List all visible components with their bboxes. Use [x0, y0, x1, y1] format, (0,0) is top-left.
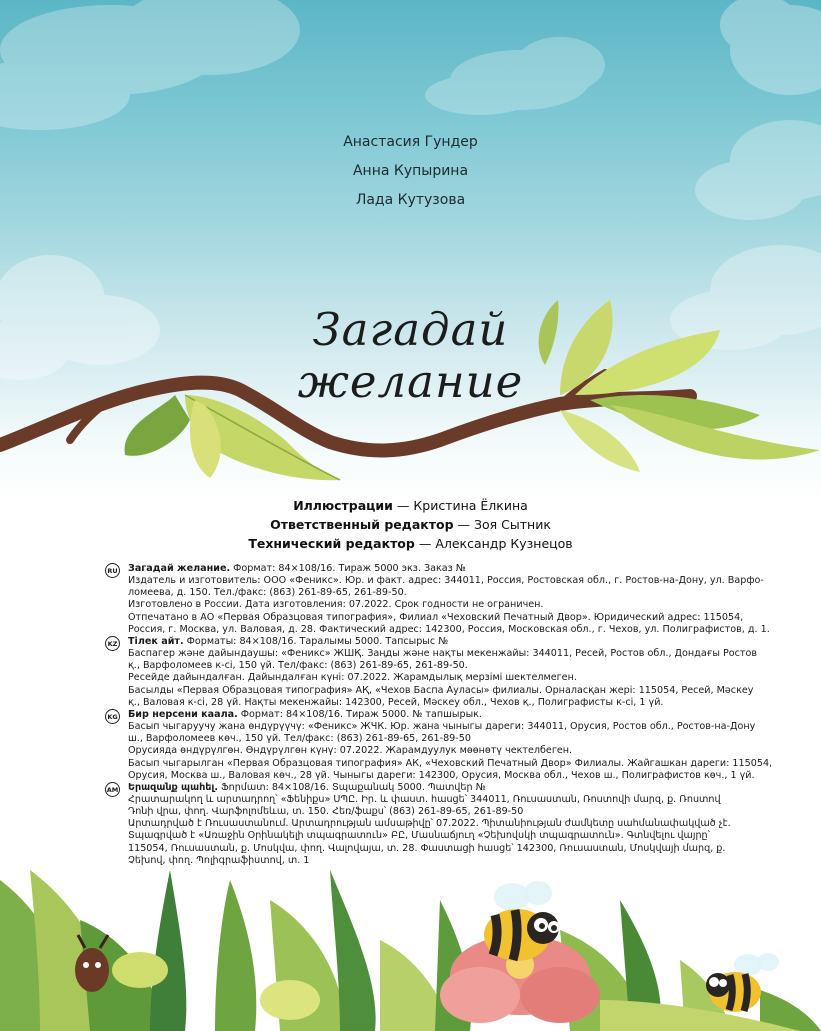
- book-title-line: Загадай: [312, 303, 509, 356]
- imprint-line: Издатель и изготовитель: ООО «Феникс». Юр. и факт. адрес: 344011, Россия, Ростовская обл., г. Ростов-на-Дону, ул. Варфо-: [128, 575, 764, 587]
- credit-name: Зоя Сытник: [474, 517, 551, 532]
- imprint-block-am: [105, 782, 755, 867]
- book-title-line: желание: [297, 355, 524, 408]
- imprint-line: Орусия, Москва ш., Валовая көч., 28 үй. Чыныгы дареги: 142300, Орусия, Москва обл., Чехов ш., Полиграфистов көч., 1 үй.: [128, 769, 755, 781]
- cloud: [425, 37, 605, 115]
- imprint-line: Басылды «Первая Образцовая типография» АҚ, «Чехов Баспа Ауласы» филиалы. Орналасқан жері: 115054, Ресей, Мәскеу: [128, 684, 754, 696]
- cloud: [720, 0, 821, 95]
- imprint-line: қ., Валовая к-сі, 28 үй. Нақты мекенжайы: 142300, Ресей, Мәскеу обл., Чехов қ., Полиграфисты к-сі, 1 үй.: [128, 696, 664, 708]
- imprint-line: ш., Варфоломеев көч., 150 үй. Тел/факс: (863) 261-89-65, 261-89-50: [128, 733, 471, 745]
- credit-role: Технический редактор: [248, 536, 415, 551]
- imprint-line: қ., Варфоломеев к-сі, 150 үй. Тел/факс: (863) 261-89-65, 261-89-50.: [128, 660, 468, 672]
- credit-role: Ответственный редактор: [270, 517, 454, 532]
- imprint-heading: Երազանք պահել.: [128, 781, 219, 793]
- credit-line: Технический редактор — Александр Кузнецов: [248, 536, 573, 551]
- credit-name: Кристина Ёлкина: [413, 498, 528, 513]
- credit-name: Александр Кузнецов: [435, 536, 573, 551]
- cloud: [0, 0, 300, 130]
- credits: [0, 496, 821, 553]
- imprint-line: ломеева, д. 150. Тел./факс: (863) 261-89-65, 261-89-50.: [128, 587, 407, 599]
- grass: [0, 870, 821, 1031]
- imprint-line: Орусияда өндүрүлгөн. Өндүрүлгөн күнү: 07.2022. Жарамдуулук мөөнөтү чектелбеген.: [128, 745, 573, 757]
- imprint-line: 115054, Ռուսաստան, ք. Մոսկվա, փող. Վալովայա, տ. 28. Փաստացի հասցե՝ 142300, Ռուսաստան, Մոսկվայի մարզ, ք.: [128, 842, 726, 854]
- language-badge: KZ: [105, 636, 120, 651]
- credit-line: Иллюстрации — Кристина Ёлкина: [293, 498, 528, 513]
- imprint-line: Бир нерсени каала. Формат: 84×108/16. Тираж 5000. № тапшырык.: [128, 708, 482, 720]
- imprint-line: Отпечатано в АО «Первая Образцовая типография», Филиал «Чеховский Печатный Двор». Юридический адрес: 115054,: [128, 611, 744, 623]
- imprint-line: Загадай желание. Формат: 84×108/16. Тираж 5000 экз. Заказ №: [128, 563, 466, 574]
- language-badge: RU: [105, 563, 120, 578]
- imprint-block-kg: [105, 708, 773, 782]
- imprint-line: Ресейде дайындалған. Дайындалған күні: 07.2022. Жарамдылық мерзімі шектелмеген.: [128, 672, 577, 684]
- imprint-line: Հրատարակող և արտադրող՝ «Ֆենիքս» ՍՊԸ. Իր. և փաստ. հասցե՝ 344011, Ռուսաստան, Ռոստովի մարզ, ք. Ռոստով: [128, 793, 721, 805]
- author-name: Анастасия Гундер: [343, 134, 478, 150]
- author-name: Лада Кутузова: [355, 192, 466, 208]
- language-badge: AM: [105, 782, 120, 797]
- book-title: [0, 304, 821, 408]
- imprint-block-ru: [105, 563, 770, 636]
- imprint-heading: Тілек айт.: [128, 635, 184, 647]
- imprint-heading: Бир нерсени каала.: [128, 708, 238, 720]
- language-badge: KG: [105, 709, 120, 724]
- imprint-line: Баспагер және дайындаушы: «Феникс» ЖШҚ. Заңды және нақты мекенжайы: 344011, Ресей, Ростов обл., Дондағы Ростов: [128, 648, 758, 660]
- imprint-line: Тілек айт. Форматы: 84×108/16. Таралымы 5000. Тапсырыс №: [128, 635, 449, 647]
- credit-role: Иллюстрации: [293, 498, 393, 513]
- imprint-line: Изготовлено в России. Дата изготовления: 07.2022. Срок годности не ограничен.: [128, 599, 544, 611]
- imprint-heading: Загадай желание.: [128, 563, 231, 574]
- imprint-line: Դոնի վրա, փող. Վարֆոլոմեևա, տ. 150. Հեռ/ֆաքս՝ (863) 261-89-65, 261-89-50: [128, 806, 524, 818]
- imprint-line: Басып чыгаруучу жана өндүрүүчү: «Феникс» ЖЧК. Юр. жана чыныгы дареги: 344011, Орусия, Ростов обл., Ростов-на-Дону: [128, 721, 756, 733]
- imprint-line: Երազանք պահել. Ֆորմատ: 84×108/16. Տպաքանակ 5000. Պատվեր №: [128, 781, 486, 793]
- imprint-line: Չեխով, փող. Պոլիգրաֆիստով, տ. 1: [128, 854, 310, 866]
- author-name: Анна Купырина: [352, 163, 469, 179]
- author-list: [0, 128, 821, 215]
- imprint-line: Басып чыгарылган «Первая Образцовая типография» АК, «Чеховский Печатный Двор» Филиалы. Жайгашкан дареги: 115054,: [128, 757, 773, 769]
- imprint-line: Տպագրված է «Առաջին Օրինակելի տպագրատուն» ԲԸ, Մասնաճյուղ «Չեխովսկի տպագրատուն». Գտնվելու վայրը՝: [128, 830, 710, 842]
- credit-line: Ответственный редактор — Зоя Сытник: [270, 517, 551, 532]
- imprint-line: Արտադրված է Ռուսաստանում. Արտադրության ամսաթիվը՝ 07.2022. Պիտանիության ժամկետը սահմանափակված չէ.: [128, 818, 731, 830]
- imprint-line: Россия, г. Москва, ул. Валовая, д. 28. Фактический адрес: 142300, Россия, Московская обл., г. Чехов, ул. Полиграфистов, д. 1.: [128, 623, 770, 635]
- imprint: [105, 563, 773, 867]
- imprint-block-kz: [105, 635, 758, 709]
